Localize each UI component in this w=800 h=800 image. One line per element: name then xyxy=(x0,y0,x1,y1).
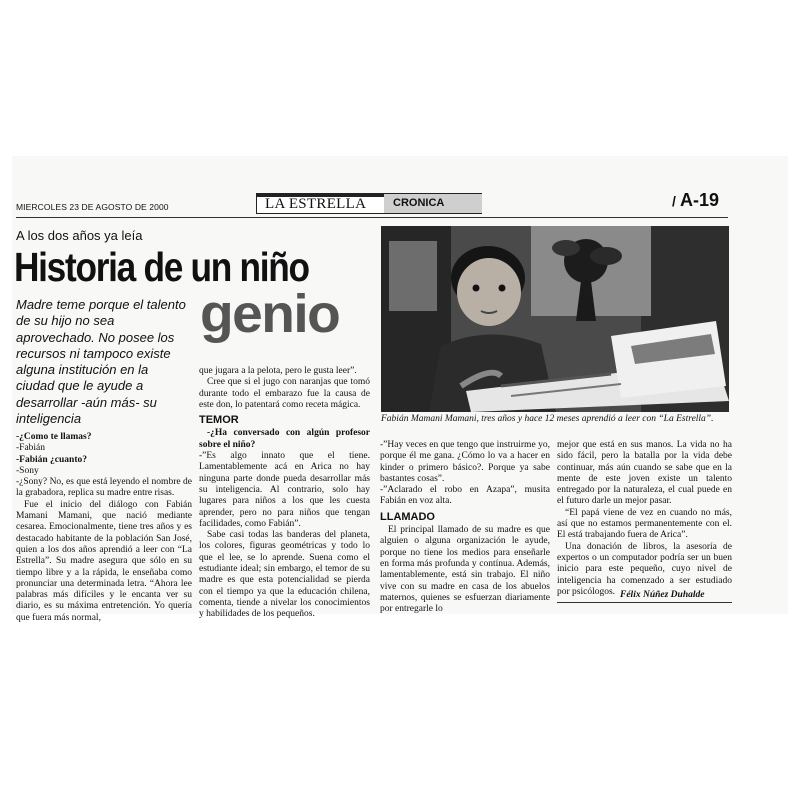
article-paragraph: -”Aclarado el robo en Azapa”, musita Fabián en voz alta. xyxy=(380,485,550,507)
interview-answer: -Sony xyxy=(16,465,39,476)
article-paragraph: Fue el inicio del diálogo con Fabián Mamani Mamani, que nació mediante cesarea. Emocionalmente, tiene tres años y es destacado habitante de la población San José, quien a los dos años aprendió a leer con “La Estrella”. Su madre asegura que sólo en su tiempo libre y a la rápida, le enseñaba como pronunciar una determinada letra. “Ahora lee palabras más difíciles y le encanta ver su diario, es su máxima entretención. Yo quería que fuera más normal, xyxy=(16,499,192,623)
photo-image xyxy=(381,226,729,412)
article-paragraph: Sabe casi todas las banderas del planeta, los colores, figuras geométricas y todo lo que el lee, se lo aprende. Suena como el estudiante ideal; sin embargo, el temor de su madre es que esta potencialidad se pierda con el tiempo ya que la educación chilena, comenta, tiende a nivelar los conocimientos y habilidades de los pequeños. xyxy=(199,530,370,620)
interview-question: -¿Ha conversado con algún profesor sobre el niño? xyxy=(199,428,370,450)
article-paragraph: mejor que está en sus manos. La vida no ha sido fácil, pero la batalla por la vida debe continuar, más aún cuando se sabe que en la mente de este joven existe un talento entregado por la naturaleza, el cual puede en el futuro darle un mejor pasar. xyxy=(557,440,732,507)
lede-text: Madre teme porque el talento de su hijo no sea aprovechado. No posee los recursos ni tampoco existe alguna institución en la ciudad que le ayude a desarrollar -aún más- su inteligencia xyxy=(16,297,186,427)
interview-question: -¿Como te llamas? xyxy=(16,432,92,442)
article-headline-big: genio xyxy=(200,284,340,344)
article-headline: Historia de un niño xyxy=(14,244,309,290)
photo-caption: Fabián Mamani Mamani, tres años y hace 12 meses aprendió a leer con “La Estrella”. xyxy=(381,414,714,424)
article-column-1 xyxy=(16,432,192,624)
header-rule xyxy=(16,217,728,218)
article-column-3 xyxy=(380,440,550,615)
article-column-2 xyxy=(199,366,370,621)
article-paragraph: Una donación de libros, la asesoría de expertos o un computador podría ser un buen inicio para este pequeño, cuyo nivel de inteligencia ha comenzado a ser estudiado por psicólogos. xyxy=(557,541,732,597)
byline-rule xyxy=(557,602,732,603)
article-photo xyxy=(381,226,729,412)
section-label: CRONICA xyxy=(393,197,445,209)
section-label-box xyxy=(384,194,482,213)
article-paragraph: -¿Sony? No, es que está leyendo el nombre de la grabadora, replica su madre entre risas. xyxy=(16,477,192,499)
article-paragraph: que jugara a la pelota, pero le gusta leer”. xyxy=(199,366,357,376)
page-number: A-19 xyxy=(680,190,720,210)
interview-answer: -Fabián xyxy=(16,443,46,454)
author-byline: Félix Núñez Duhalde xyxy=(620,590,705,600)
page-slash: / xyxy=(672,193,676,209)
subhead-llamado: LLAMADO xyxy=(380,510,435,523)
article-paragraph: -”Hay veces en que tengo que instruirme yo, porque él me gana. ¿Cómo lo va a hacer en kinder o primero básico?. Porque ya sabe bastantes cosas”. xyxy=(380,440,550,484)
interview-question: -Fabián ¿cuanto? xyxy=(16,454,87,465)
newspaper-name: LA ESTRELLA xyxy=(265,196,367,212)
article-lede xyxy=(16,297,188,427)
article-paragraph: El principal llamado de su madre es que alguien o alguna organización le ayude, porque no tiene los medios para enseñarle en forma más profunda y contínua. Además, lamentablemente, está sin trabajo. El niño vive con su madre en casa de los abuelos maternos, quienes se esfuerzan diariamente por entregarle lo xyxy=(380,525,550,615)
subhead-temor: TEMOR xyxy=(199,414,239,427)
article-paragraph: -”Es algo innato que el tiene. Lamentablemente acá en Arica no hay ninguna parte donde pueda desarrollar más su inteligencia. Al contrario, solo hay lugares para niños a los que les cuesta aprender, pero no para niños que tengan facilidades, como Fabián”. xyxy=(199,451,370,529)
article-column-4 xyxy=(557,440,732,598)
edition-date: MIERCOLES 23 DE AGOSTO DE 2000 xyxy=(16,202,169,212)
article-paragraph: “El papá viene de vez en cuando no más, así que no estamos permanentemente con el. El está trabajando fuera de Arica”. xyxy=(557,507,732,541)
article-kicker: A los dos años ya leía xyxy=(16,228,143,243)
article-paragraph: Cree que si el jugo con naranjas que tomó durante todo el embarazo fue la causa de este don, lo patentará como receta mágica. xyxy=(199,377,370,410)
